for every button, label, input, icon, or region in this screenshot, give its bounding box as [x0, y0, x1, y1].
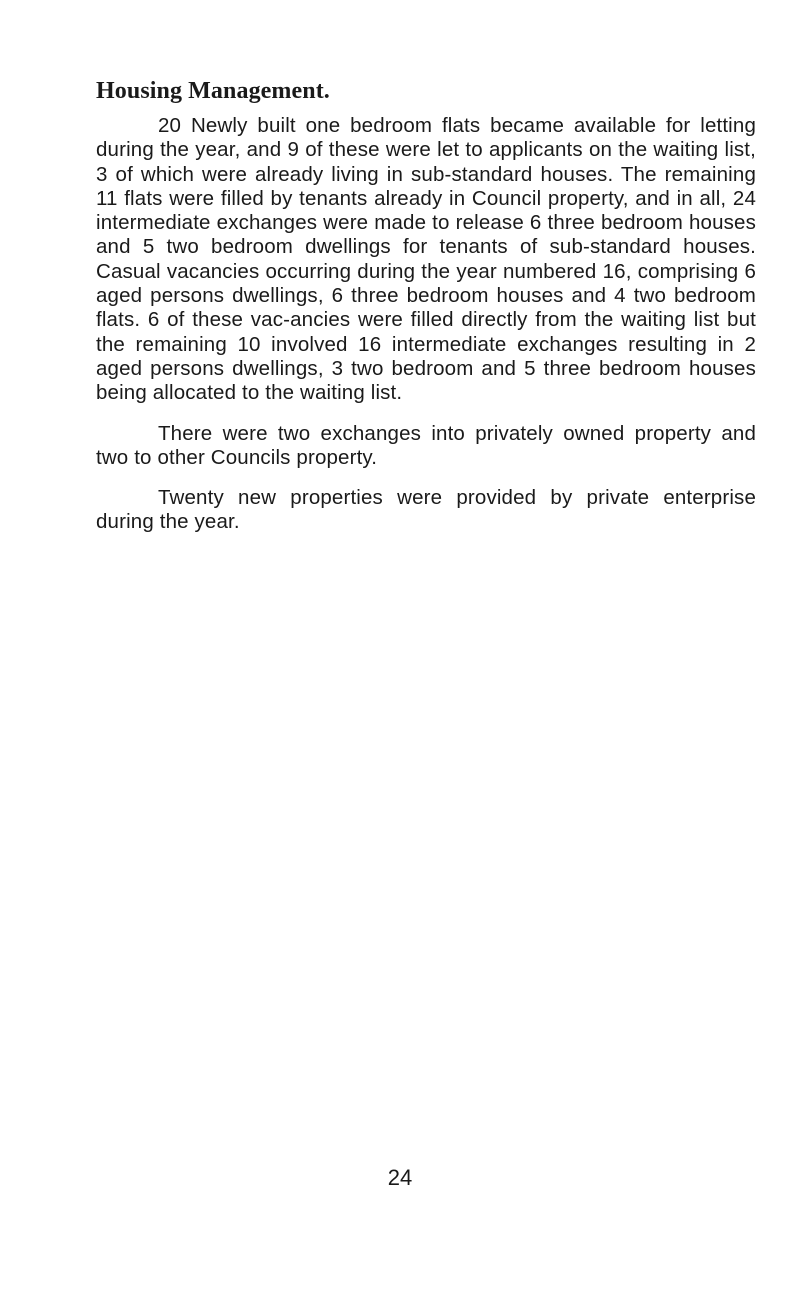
paragraph-flats-and-exchanges: 20 Newly built one bedroom flats became available for letting during the year, and 9 of these were let to applicants on the waiting list, 3 of which were already living in sub-standard houses. The remaining 11 flats were filled by tenants already in Council property, and in all, 24 intermediate exchanges were made to release 6 three bedroom houses and 5 two bedroom dwellings for tenants of sub-standard houses. Casual vacancies occurring during the year numbered 16, comprising 6 aged persons dwellings, 6 three bedroom houses and 4 two bedroom flats. 6 of these vac-ancies were filled directly from the waiting list but the remaining 10 involved 16 intermediate exchanges resulting in 2 aged persons dwellings, 3 two bedroom and 5 three bedroom houses being allocated to the waiting list.: [96, 114, 756, 405]
paragraph-exchanges-private: There were two exchanges into privately owned property and two to other Councils property.: [96, 421, 756, 469]
document-body: [96, 76, 756, 551]
paragraph-private-enterprise: Twenty new properties were provided by private enterprise during the year.: [96, 486, 756, 534]
section-heading: Housing Management.: [96, 78, 330, 104]
page-number: 24: [387, 1165, 413, 1190]
